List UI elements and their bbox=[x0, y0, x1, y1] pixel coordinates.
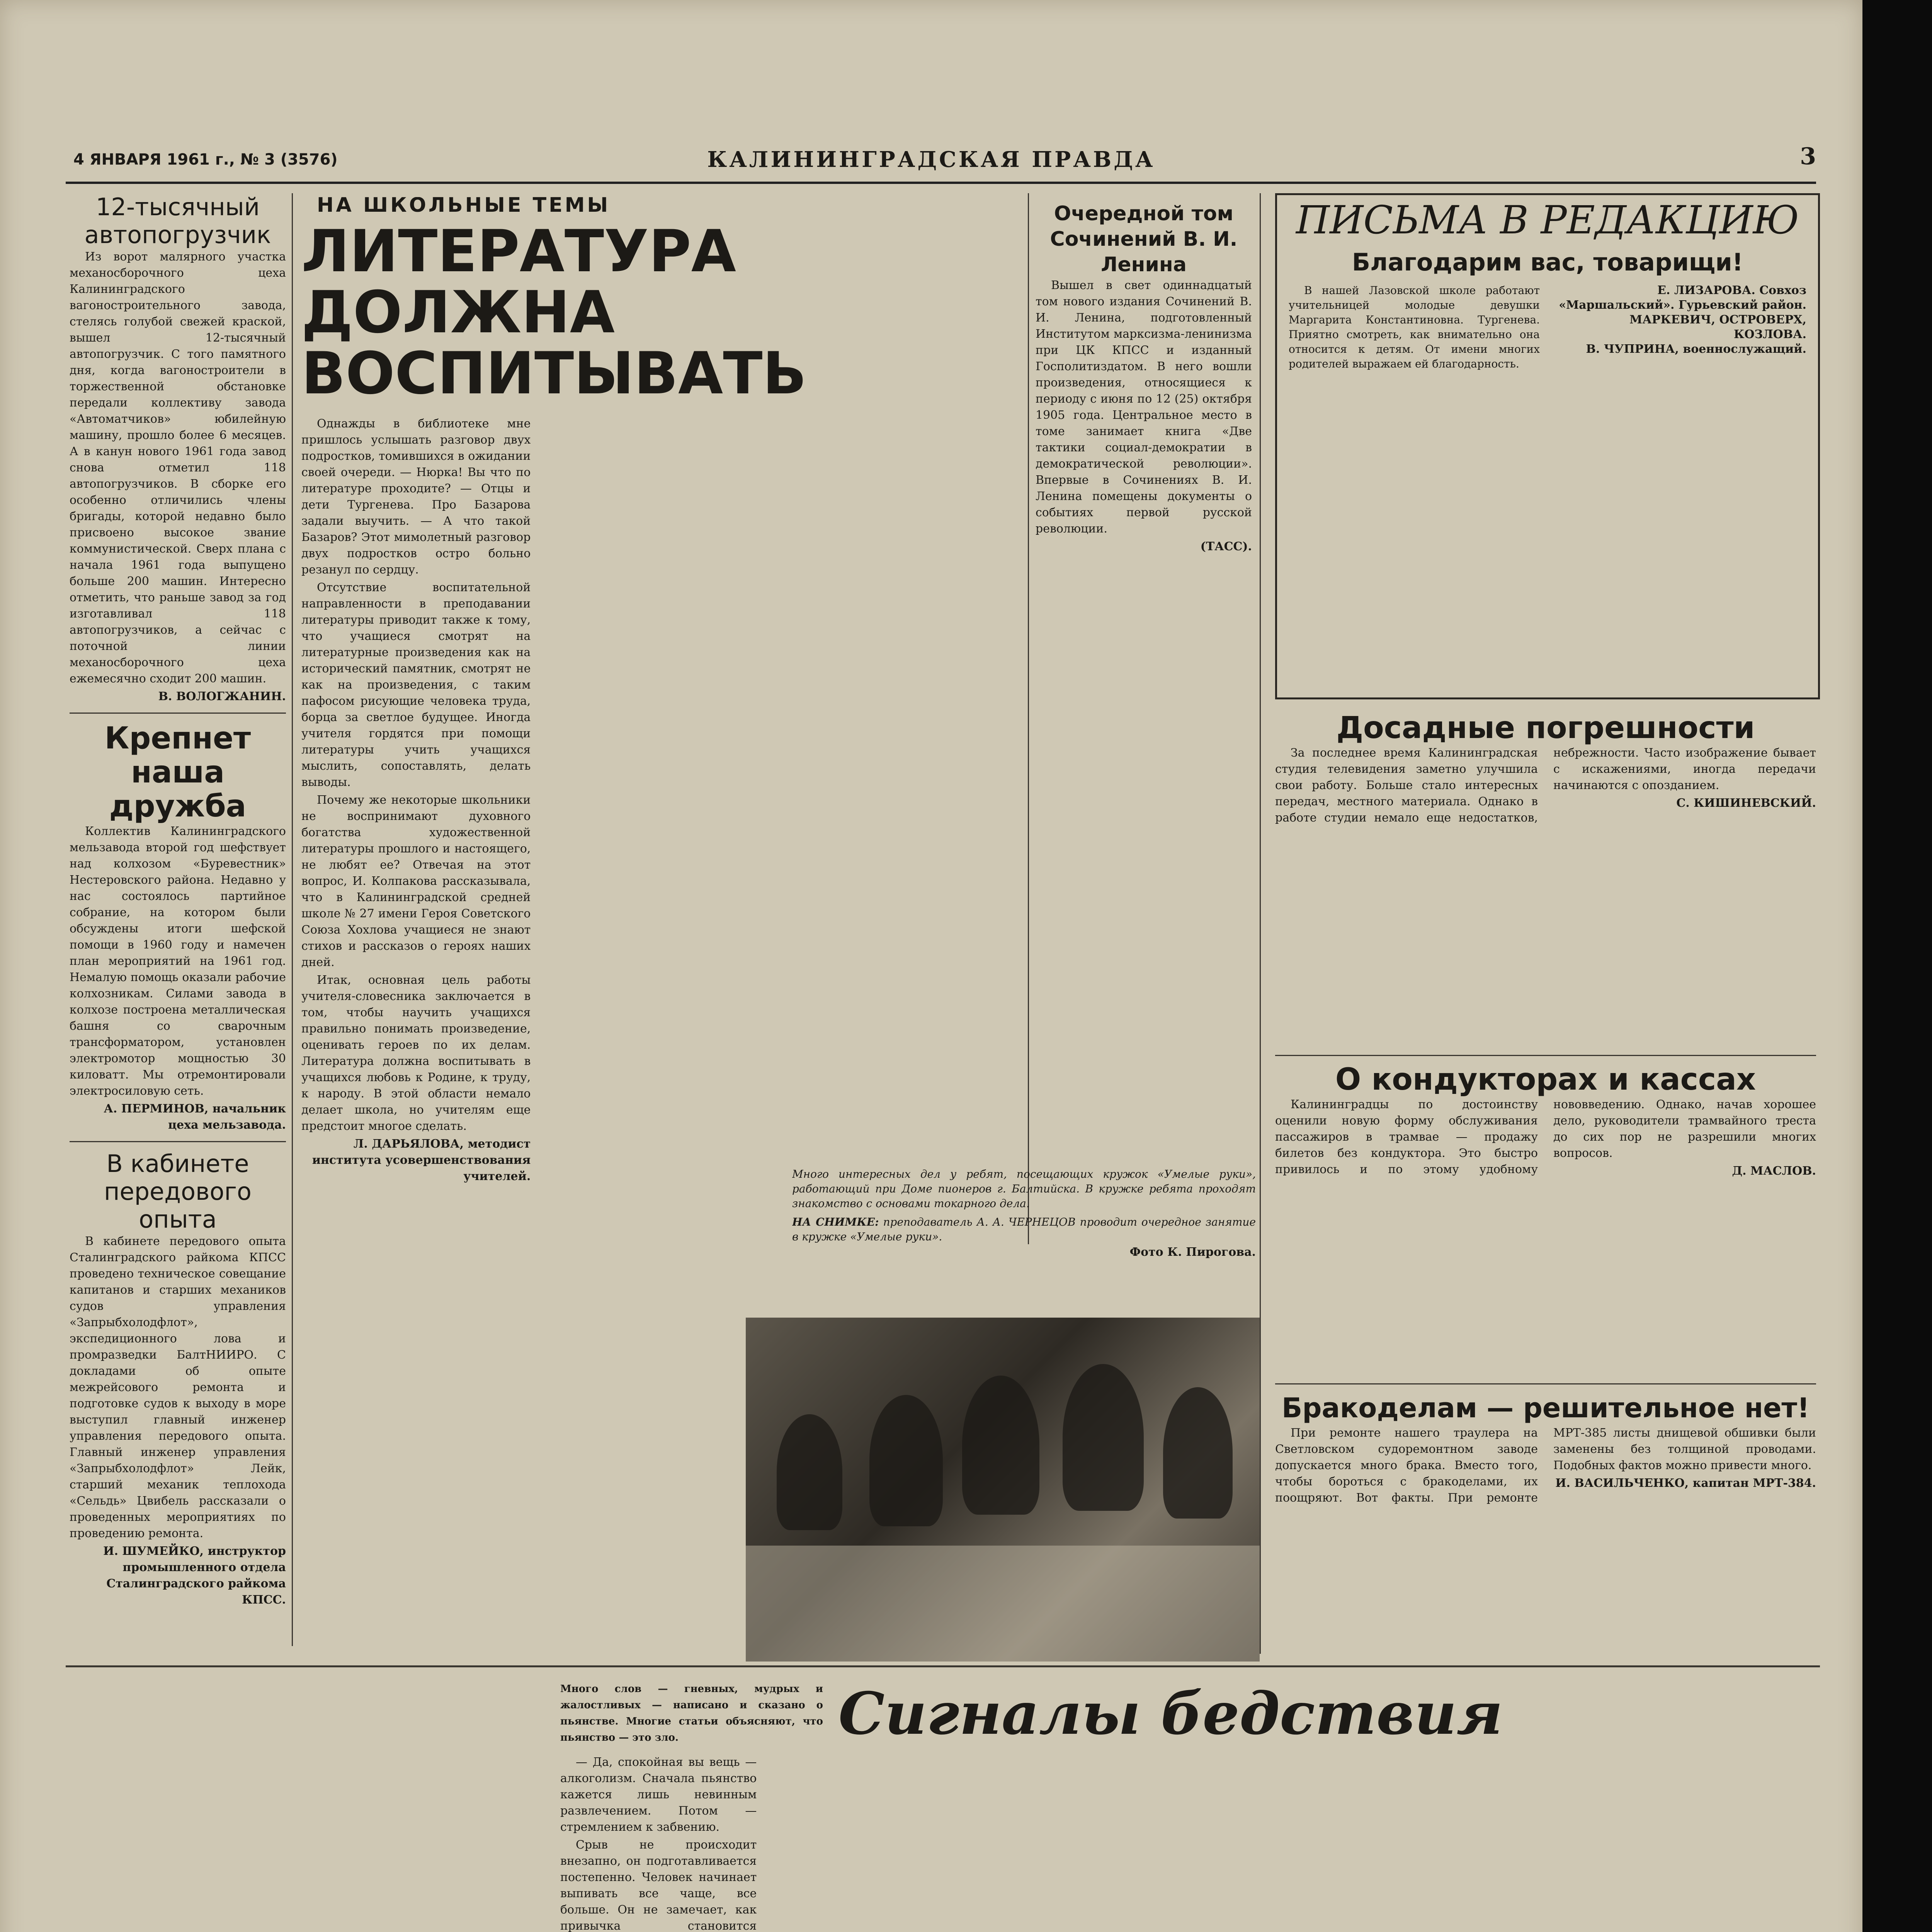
article-body-friendship: Коллектив Калининградского мельзавода второй год шефствует над колхозом «Буревестник» Нестеровского района. Недавно у нас состоялось партийное собрание, на котором были обсуждены итоги шефской помощи в 1960 году и намечен план мероприятий на 1961 год. Немалую помощь оказали рабочие колхозникам. Силами завода в колхозе построена металлическая башня со сварочным трансформатором, установлен электромотор мощностью 30 киловатт. Мы отремонтировали электросиловую сеть. bbox=[70, 825, 286, 1098]
photo-intro bbox=[792, 1167, 1256, 1314]
column-divider bbox=[1028, 193, 1029, 1244]
newspaper-name: КАЛИНИНГРАДСКАЯ ПРАВДА bbox=[707, 147, 1155, 172]
issue-line: 4 ЯНВАРЯ 1961 г., № 3 (3576) bbox=[73, 151, 338, 168]
literature-lead: Однажды в библиотеке мне пришлось услышать разговор двух подростков, томившихся в ожидании своей очереди. — Нюрка! Вы что по литературе проходите? — Отцы и дети Тургенева. Про Базарова задали выучить. — А что такой Базаров? Этот мимолетный разговор двух подростков остро больно резанул по сердцу. bbox=[301, 417, 531, 577]
signals-header bbox=[560, 1681, 1816, 1747]
signature-vologzhanin: В. ВОЛОГЖАНИН. bbox=[158, 690, 286, 703]
left-column bbox=[70, 193, 286, 1932]
letters-sign-2: МАРКЕВИЧ, ОСТРОВЕРХ, КОЗЛОВА. bbox=[1629, 313, 1806, 341]
signature-shumeyko: И. ШУМЕЙКО, инструктор промышленного отдела Сталинградского райкома КПСС. bbox=[103, 1544, 286, 1607]
conductors-title: О кондукторах и кассах bbox=[1335, 1063, 1756, 1097]
photo-credit: Фото К. Пирогова. bbox=[1129, 1245, 1256, 1259]
letters-sign-3: В. ЧУПРИНА, военнослужащий. bbox=[1586, 342, 1806, 356]
photo-circle-class bbox=[746, 1318, 1260, 1662]
defects-sign: С. КИШИНЕВСКИЙ. bbox=[1676, 796, 1816, 810]
divider bbox=[70, 1141, 286, 1142]
signals-lead: Много слов — гневных, мудрых и жалостливых — написано и сказано о пьянстве. Многие статьи объясняют, что пьянство — это зло. bbox=[560, 1683, 823, 1743]
conductors-body: Калининградцы по достоинству оценили новую форму обслуживания пассажиров в трамвае — продажу билетов без кондуктора. Это быстро привилось и по этому удобному нововведению. Однако, начав хорошее дело, руководители трамвайного треста до сих пор не разрешили многих вопросов. bbox=[1275, 1098, 1816, 1176]
literature-body-1: Отсутствие воспитательной направленности в преподавании литературы приводит также к тому, что учащиеся смотрят на литературные произведения как на исторический памятник, смотрят не как на произведения, с таким пафосом рисующие человека труда, борца за светлое будущее. Иногда учителя гордятся при помощи литературы учить учащихся мыслить, сопоставлять, делать выводы. bbox=[301, 581, 531, 789]
page-number: 3 bbox=[1800, 143, 1816, 170]
signals-body-1: — Да, спокойная вы вещь — алкоголизм. Сначала пьянство кажется лишь невинным развлечением. Потом — стремлением к забвению. bbox=[560, 1755, 757, 1834]
divider bbox=[70, 713, 286, 714]
conductors-text bbox=[1275, 1097, 1816, 1179]
signals-text bbox=[560, 1754, 1816, 1932]
photo-caption-text: преподаватель А. А. ЧЕРНЕЦОВ проводит очередное занятие в кружке «Умелые руки». bbox=[792, 1216, 1256, 1243]
signature-daryalova: Л. ДАРЬЯЛОВА, методист института усовершенствования учителей. bbox=[312, 1137, 531, 1183]
defects-text bbox=[1275, 745, 1816, 826]
article-title-autoloader: 12-тысячный автопогрузчик bbox=[84, 193, 271, 249]
conductors-sign: Д. МАСЛОВ. bbox=[1732, 1164, 1816, 1178]
rubric-school-topics: НА ШКОЛЬНЫЕ ТЕМЫ bbox=[317, 197, 611, 217]
rubric-letters: ПИСЬМА В РЕДАКЦИЮ bbox=[1296, 197, 1799, 243]
letters-box bbox=[1275, 193, 1820, 699]
signature-tass: (ТАСС). bbox=[1200, 540, 1252, 553]
defects-title: Досадные погрешности bbox=[1336, 711, 1755, 745]
article-body-cabinet: В кабинете передового опыта Сталинградского райкома КПСС проведено техническое совещание капитанов и старших механиков судов управления «Запрыбхолодфлот», экспедиционного лова и промразведки БалтНИИРО. С докладами об опыте межрейсового ремонта и подготовке судов к выходу в море выступил главный инженер управления передового опыта. Главный инженер управления «Запрыбхолодфлот» Лейк, старший механик теплохода «Сельдь» Цвибель рассказали о проведенных мероприятиях по проведению ремонта. bbox=[70, 1235, 286, 1540]
masthead-rule bbox=[66, 182, 1816, 184]
signature-perminov: А. ПЕРМИНОВ, начальник цеха мельзавода. bbox=[104, 1102, 286, 1132]
photo-caption-title: НА СНИМКЕ: bbox=[792, 1216, 879, 1228]
letters-title: Благодарим вас, товарищи! bbox=[1352, 248, 1743, 276]
signals-article bbox=[560, 1681, 1816, 1932]
defects-body: За последнее время Калининградская студия телевидения заметно улучшила свои работу. Больше стало интересных передач, местного материала. Однако в работе студии немало еще недостатков, небрежности. Часто изображение бывает с искажениями, иногда передачи начинаются с опозданием. bbox=[1275, 746, 1816, 825]
defective-text bbox=[1275, 1425, 1816, 1506]
letters-sign-1: Е. ЛИЗАРОВА. Совхоз «Маршальский». Гурьевский район. bbox=[1559, 284, 1806, 312]
article-body-autoloader: Из ворот малярного участка механосборочного цеха Калининградского вагоностроительного завода, стелясь голубой свежей краской, вышел 12-тысячный автопогрузчик. С того памятного дня, когда вагоностроители в торжественной обстановке передали коллективу завода «Автоматчиков» юбилейную машину, прошло более 6 месяцев. А в канун нового 1961 года завод снова отметил 118 автопогрузчиков. В сборке его особенно отличились члены бригады, которой недавно было присвоено высокое звание коммунистической. Сверх плана с начала 1961 года выпущено больше 200 машин. Интересно отметить, что раньше завод за год изготавливал 118 автопогрузчиков, а сейчас с поточной линии механосборочного цеха ежемесячно сходит 200 машин. bbox=[70, 250, 286, 685]
masthead bbox=[0, 143, 1862, 178]
defective-article bbox=[1275, 1391, 1816, 1662]
headline-literature: ЛИТЕРАТУРА ДОЛЖНА ВОСПИТЫВАТЬ bbox=[301, 218, 807, 407]
article-body-lenin: Вышел в свет одиннадцатый том нового издания Сочинений В. И. Ленина, подготовленный Институтом марксизма-ленинизма при ЦК КПСС и изданный Госполитиздатом. В него вошли произведения, относящиеся к периоду с июня по 12 (25) октября 1905 года. Центральное место в томе занимает книга «Две тактики социал-демократии в демократической революции». Впервые в Сочинениях В. И. Ленина помещены документы о событиях первой русской революции. bbox=[1036, 279, 1252, 536]
column-divider bbox=[292, 193, 293, 1646]
photo-quote: Много интересных дел у ребят, посещающих кружок «Умелые руки», работающий при Доме пионеров г. Балтийска. В кружке ребята проходят знакомство с основами токарного дела. bbox=[792, 1168, 1256, 1210]
defects-article bbox=[1275, 711, 1816, 1051]
signals-headline: Сигналы бедствия bbox=[838, 1681, 1503, 1748]
defective-sign: И. ВАСИЛЬЧЕНКО, капитан МРТ-384. bbox=[1555, 1476, 1816, 1490]
conductors-article bbox=[1275, 1063, 1816, 1379]
article-title-lenin: Очередной том Сочинений В. И. Ленина bbox=[1050, 202, 1238, 276]
divider bbox=[1275, 1383, 1816, 1384]
article-title-friendship: Крепнет наша дружба bbox=[104, 721, 251, 824]
article-title-cabinet: В кабинете передового опыта bbox=[104, 1150, 252, 1233]
photo-caption bbox=[792, 1215, 1256, 1244]
letters-body bbox=[1277, 279, 1818, 666]
section-divider bbox=[66, 1665, 1820, 1667]
letters-text: В нашей Лазовской школе работают учительницей молодые девушки Маргарита Константиновна. Тургенева. Приятно смотреть, как внимательно она относится к детям. От имени многих родителей выражаем ей благодарность. bbox=[1289, 284, 1540, 370]
literature-body-2: Почему же некоторые школьники не воспринимают духовного богатства художественной литературы прошлого и настоящего, не любят ее? Отвечая на этот вопрос, И. Колпакова рассказывала, что в Калининградской средней школе № 27 имени Героя Советского Союза Хохлова учащиеся не знают стихов и рассказов о героях наших дней. bbox=[301, 793, 531, 969]
lenin-article bbox=[1036, 201, 1252, 1244]
defective-title: Бракоделам — решительное нет! bbox=[1282, 1392, 1810, 1424]
literature-body-3: Итак, основная цель работы учителя-словесника заключается в том, чтобы научить учащихся правильно понимать произведение, оценивать героев по их делам. Литература должна воспитывать в учащихся любовь к Родине, к труду, к народу. В этой области немало делает школа, но учителям еще предстоит многое сделать. bbox=[301, 973, 531, 1133]
divider bbox=[1275, 1055, 1816, 1056]
column-divider bbox=[1260, 193, 1261, 1654]
signals-body-2: Срыв не происходит внезапно, он подготавливается постепенно. Человек начинает выпивать все чаще, все больше. Он не замечает, как привычка становится bbox=[560, 1838, 757, 1932]
defective-body: При ремонте нашего траулера на Светловском судоремонтном заводе допускается много брака. Вместо того, чтобы бороться с бракоделами, их поощряют. Вот факты. При ремонте МРТ-385 листы днищевой обшивки были заменены без толщиной проводами. Подобных фактов можно привести много. bbox=[1275, 1426, 1816, 1505]
